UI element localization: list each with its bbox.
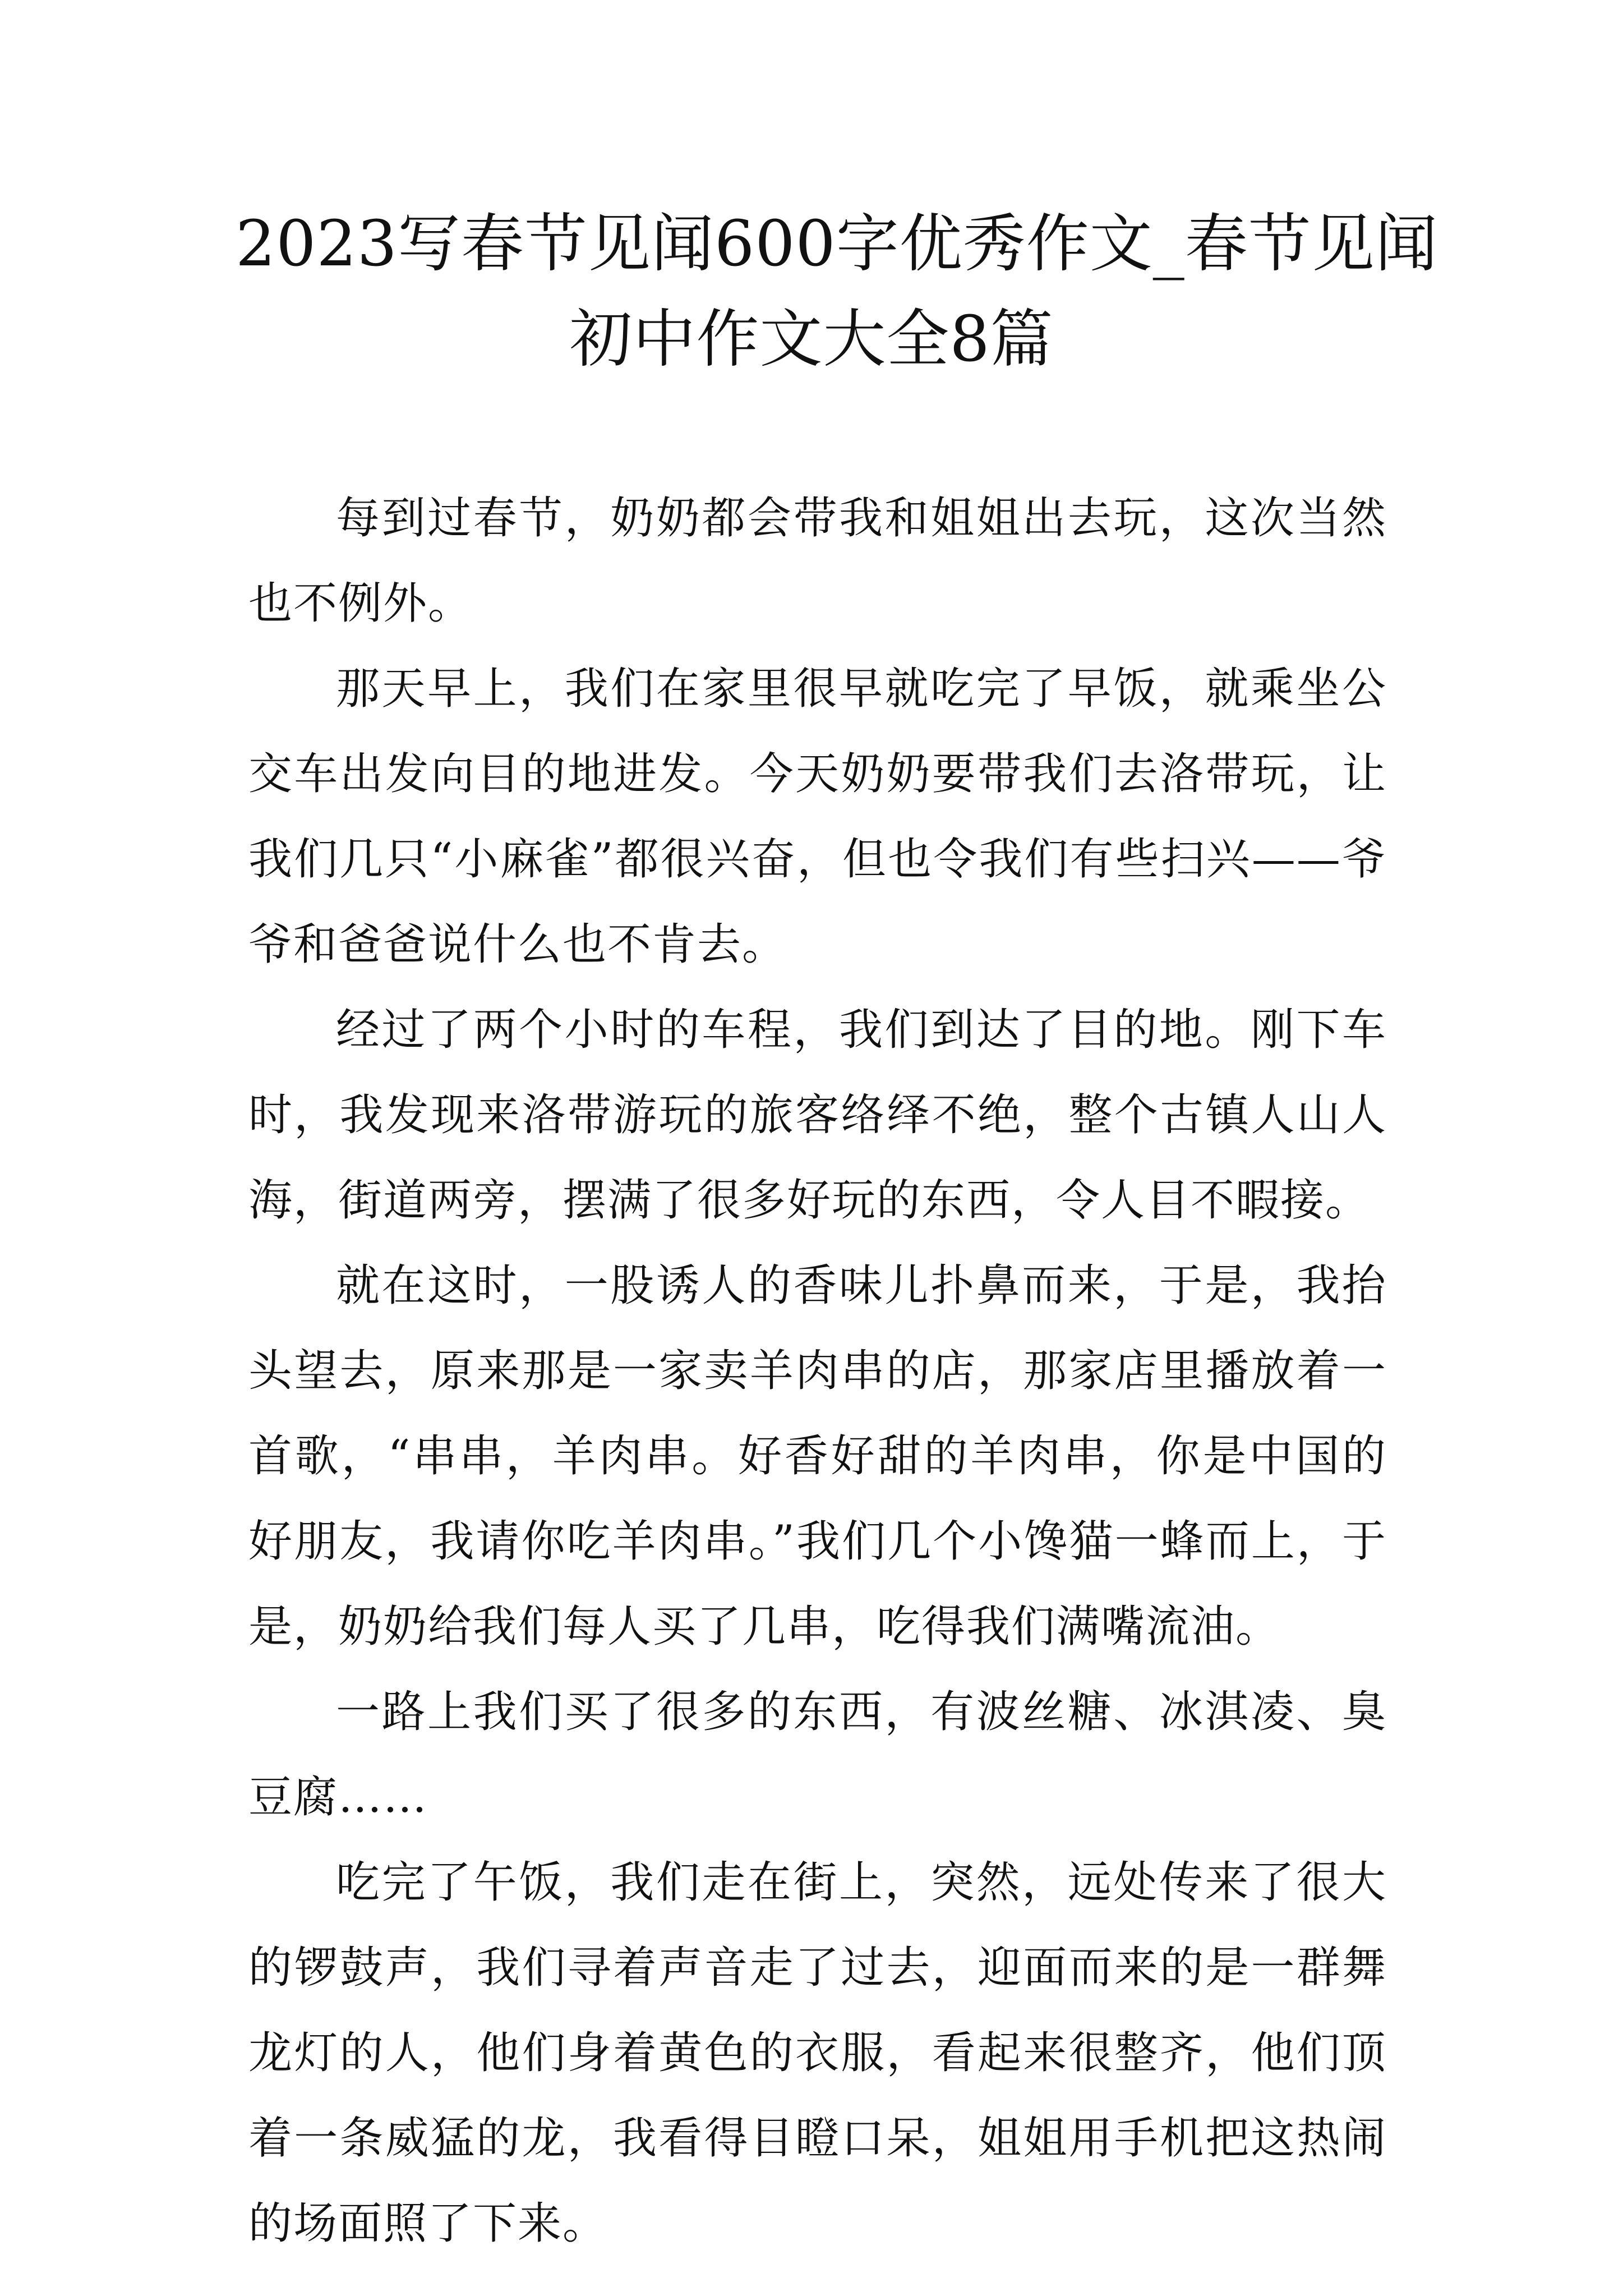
paragraph: 就在这时，一股诱人的香味儿扑鼻而来，于是，我抬头望去，原来那是一家卖羊肉串的店，那家店里播放着一首歌，“串串，羊肉串。好香好甜的羊肉串，你是中国的好朋友，我请你吃羊肉串。”我们几个小馋猫一蜂而上，于是，奶奶给我们每人买了几串，吃得我们满嘴流油。 <box>248 1260 1387 1652</box>
document-title <box>236 196 1438 387</box>
document-body <box>248 476 1387 2266</box>
paragraph: 那天早上，我们在家里很早就吃完了早饭，就乘坐公交车出发向目的地进发。今天奶奶要带我们去洛带玩，让我们几只“小麻雀”都很兴奋，但也令我们有些扫兴——爷爷和爸爸说什么也不肯去。 <box>248 664 1387 970</box>
paragraph: 每到过春节，奶奶都会带我和姐姐出去玩，这次当然也不例外。 <box>248 493 1387 629</box>
paragraph: 经过了两个小时的车程，我们到达了目的地。刚下车时，我发现来洛带游玩的旅客络绎不绝，整个古镇人山人海，街道两旁，摆满了很多好玩的东西，令人目不暇接。 <box>248 1005 1387 1226</box>
title-line: 初中作文大全8篇 <box>569 303 1054 376</box>
paragraph: 一路上我们买了很多的东西，有波丝糖、冰淇凌、臭豆腐…… <box>248 1687 1387 1823</box>
title-line: 2023写春节见闻600字优秀作文_春节见闻 <box>236 208 1438 280</box>
paragraph: 吃完了午饭，我们走在街上，突然，远处传来了很大的锣鼓声，我们寻着声音走了过去，迎面而来的是一群舞龙灯的人，他们身着黄色的衣服，看起来很整齐，他们顶着一条威猛的龙，我看得目瞪口呆，姐姐用手机把这热闹的场面照了下来。 <box>248 1857 1387 2249</box>
